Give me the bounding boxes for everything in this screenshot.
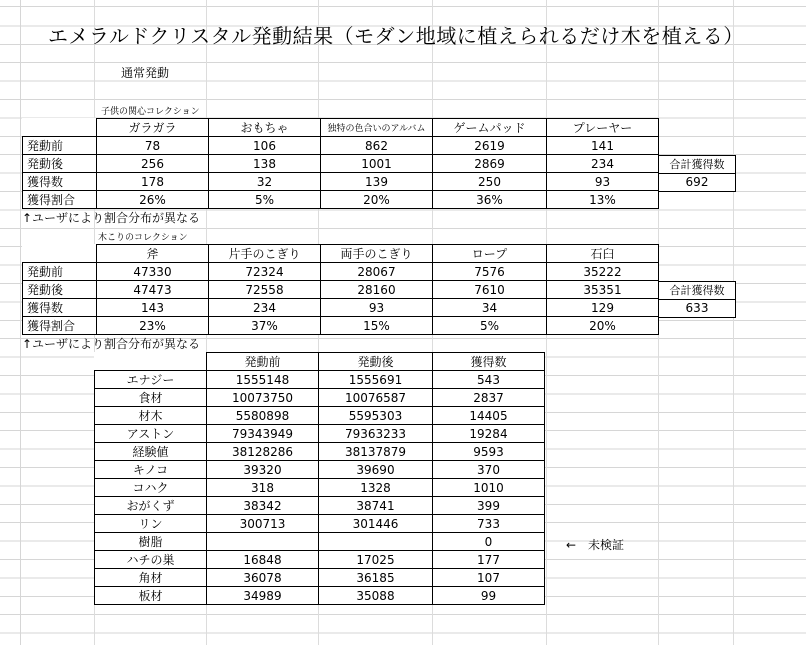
column-header[interactable]: 発動後 [319, 353, 433, 371]
row-label[interactable]: 発動後 [23, 155, 97, 173]
table-row [95, 389, 545, 407]
column-header[interactable]: 斧 [97, 245, 209, 263]
table-cell[interactable]: 106 [209, 137, 321, 155]
table-cell[interactable]: 5580898 [207, 407, 319, 425]
table-cell[interactable]: 23% [97, 317, 209, 335]
column-line [733, 0, 734, 645]
table-row [95, 497, 545, 515]
table-cell[interactable]: 15% [321, 317, 433, 335]
column-header[interactable]: 獲得数 [433, 353, 545, 371]
table-row [95, 407, 545, 425]
row-label[interactable]: 食材 [95, 389, 207, 407]
table-row [95, 479, 545, 497]
corner-cell [23, 245, 97, 263]
table-cell[interactable]: 139 [321, 173, 433, 191]
table-cell[interactable]: 13% [547, 191, 659, 209]
table-cell[interactable]: 234 [547, 155, 659, 173]
row-label[interactable]: 板材 [95, 587, 207, 605]
page-title: エメラルドクリスタル発動結果（モダン地域に植えられるだけ木を植える） [48, 24, 744, 48]
table-cell[interactable]: 35351 [547, 281, 659, 299]
table-cell[interactable]: 14405 [433, 407, 545, 425]
table-cell[interactable]: 79363233 [319, 425, 433, 443]
table-row [23, 173, 659, 191]
distribution-note: ↑ユーザにより割合分布が異なる [22, 337, 201, 351]
table-cell[interactable]: 5% [433, 317, 547, 335]
row-label[interactable]: おがくず [95, 497, 207, 515]
table-cell[interactable]: 9593 [433, 443, 545, 461]
table-cell[interactable]: 37% [209, 317, 321, 335]
table-cell[interactable]: 143 [97, 299, 209, 317]
table-header-row [23, 245, 659, 263]
woodcutter-collection-table [22, 244, 659, 335]
table-cell[interactable]: 177 [433, 551, 545, 569]
table-cell[interactable]: 2837 [433, 389, 545, 407]
table-row [95, 569, 545, 587]
table-cell[interactable]: 78 [97, 137, 209, 155]
row-label[interactable]: 獲得割合 [23, 317, 97, 335]
table-cell[interactable]: 234 [209, 299, 321, 317]
column-header[interactable]: プレーヤー [547, 119, 659, 137]
table-cell[interactable]: 129 [547, 299, 659, 317]
table-cell[interactable]: 34989 [207, 587, 319, 605]
table-cell[interactable]: 7576 [433, 263, 547, 281]
table-cell[interactable]: 28067 [321, 263, 433, 281]
total-acquired-value[interactable]: 633 [658, 299, 736, 318]
table-row [23, 281, 659, 299]
row-label[interactable]: コハク [95, 479, 207, 497]
table-cell[interactable]: 256 [97, 155, 209, 173]
column-header[interactable]: 独特の色合いのアルバム [321, 119, 433, 137]
table-row [95, 461, 545, 479]
table-cell[interactable]: 1001 [321, 155, 433, 173]
table-cell[interactable]: 16848 [207, 551, 319, 569]
table-cell[interactable]: 10073750 [207, 389, 319, 407]
table-cell[interactable]: 47473 [97, 281, 209, 299]
corner-cell [23, 119, 97, 137]
section2-caption: 木こりのコレクション [98, 233, 188, 243]
distribution-note: ↑ユーザにより割合分布が異なる [22, 211, 201, 225]
table-cell[interactable]: 99 [433, 587, 545, 605]
table-cell[interactable]: 141 [547, 137, 659, 155]
table-cell[interactable]: 370 [433, 461, 545, 479]
column-header[interactable]: ガラガラ [97, 119, 209, 137]
table-row [95, 371, 545, 389]
unverified-note: ← 未検証 [566, 538, 625, 552]
row-label[interactable]: 角材 [95, 569, 207, 587]
table-row [23, 191, 659, 209]
row-label[interactable]: キノコ [95, 461, 207, 479]
table-cell[interactable]: 26% [97, 191, 209, 209]
column-header[interactable]: 石臼 [547, 245, 659, 263]
table-header-row [23, 119, 659, 137]
table-cell[interactable]: 733 [433, 515, 545, 533]
table-cell[interactable]: 47330 [97, 263, 209, 281]
corner-cell [95, 353, 207, 371]
total-acquired-label[interactable]: 合計獲得数 [658, 155, 736, 174]
table-cell[interactable]: 1328 [319, 479, 433, 497]
table-row [23, 155, 659, 173]
table-cell[interactable]: 1010 [433, 479, 545, 497]
table-header-row [95, 353, 545, 371]
table-cell[interactable]: 107 [433, 569, 545, 587]
table-cell[interactable]: 2869 [433, 155, 547, 173]
row-label[interactable]: 獲得数 [23, 173, 97, 191]
table-row [23, 263, 659, 281]
table-cell[interactable]: 5% [209, 191, 321, 209]
column-header[interactable]: ゲームパッド [433, 119, 547, 137]
table-cell[interactable]: 38128286 [207, 443, 319, 461]
table-row [95, 443, 545, 461]
table-cell[interactable]: 138 [209, 155, 321, 173]
table-cell[interactable]: 93 [547, 173, 659, 191]
row-label[interactable]: エナジー [95, 371, 207, 389]
row-label[interactable]: 発動前 [23, 263, 97, 281]
row-label[interactable]: 発動前 [23, 137, 97, 155]
table-cell[interactable]: 39690 [319, 461, 433, 479]
table-cell[interactable]: 2619 [433, 137, 547, 155]
table-cell[interactable]: 34 [433, 299, 547, 317]
table-cell[interactable]: 5595303 [319, 407, 433, 425]
column-header[interactable]: 両手のこぎり [321, 245, 433, 263]
row-label[interactable]: 材木 [95, 407, 207, 425]
table-cell[interactable]: 20% [321, 191, 433, 209]
table-cell[interactable]: 19284 [433, 425, 545, 443]
table-cell[interactable]: 28160 [321, 281, 433, 299]
table-cell[interactable]: 79343949 [207, 425, 319, 443]
row-label[interactable]: 樹脂 [95, 533, 207, 551]
table-row [95, 587, 545, 605]
table-cell[interactable]: 7610 [433, 281, 547, 299]
table-cell[interactable]: 543 [433, 371, 545, 389]
table-cell[interactable]: 36185 [319, 569, 433, 587]
normal-activation-label: 通常発動 [121, 66, 170, 80]
row-label[interactable]: 発動後 [23, 281, 97, 299]
table-row [23, 317, 659, 335]
column-header[interactable]: ロープ [433, 245, 547, 263]
row-label[interactable]: 獲得数 [23, 299, 97, 317]
table-cell[interactable]: 1555691 [319, 371, 433, 389]
table-row [95, 515, 545, 533]
table-cell[interactable]: 35088 [319, 587, 433, 605]
table-cell[interactable]: 32 [209, 173, 321, 191]
table-cell[interactable]: 20% [547, 317, 659, 335]
column-header[interactable]: 片手のこぎり [209, 245, 321, 263]
row-label[interactable]: アストン [95, 425, 207, 443]
table-cell[interactable]: 36% [433, 191, 547, 209]
table-row [23, 137, 659, 155]
table-cell[interactable]: 399 [433, 497, 545, 515]
children-collection-table [22, 118, 659, 209]
table-row [23, 299, 659, 317]
row-label[interactable]: ハチの巣 [95, 551, 207, 569]
table-cell[interactable]: 301446 [319, 515, 433, 533]
table-cell[interactable] [319, 533, 433, 551]
table-cell[interactable]: 318 [207, 479, 319, 497]
table-cell[interactable]: 72324 [209, 263, 321, 281]
table-cell[interactable]: 1555148 [207, 371, 319, 389]
table-cell[interactable]: 38741 [319, 497, 433, 515]
resource-table [94, 352, 545, 605]
row-label[interactable]: 経験値 [95, 443, 207, 461]
total-acquired-value[interactable]: 692 [658, 173, 736, 192]
table-cell[interactable]: 39320 [207, 461, 319, 479]
row-label[interactable]: 獲得割合 [23, 191, 97, 209]
row-label[interactable]: リン [95, 515, 207, 533]
table-cell[interactable] [207, 533, 319, 551]
table-cell[interactable]: 35222 [547, 263, 659, 281]
column-header[interactable]: 発動前 [207, 353, 319, 371]
table-row [95, 551, 545, 569]
table-cell[interactable]: 93 [321, 299, 433, 317]
table-cell[interactable]: 36078 [207, 569, 319, 587]
table-cell[interactable]: 72558 [209, 281, 321, 299]
table-cell[interactable]: 300713 [207, 515, 319, 533]
table-row [95, 533, 545, 551]
table-cell[interactable]: 0 [433, 533, 545, 551]
table-cell[interactable]: 38342 [207, 497, 319, 515]
table-cell[interactable]: 10076587 [319, 389, 433, 407]
total-acquired-label[interactable]: 合計獲得数 [658, 281, 736, 300]
table-cell[interactable]: 250 [433, 173, 547, 191]
table-row [95, 425, 545, 443]
section1-caption: 子供の関心コレクション [101, 107, 200, 117]
table-cell[interactable]: 862 [321, 137, 433, 155]
column-header[interactable]: おもちゃ [209, 119, 321, 137]
table-cell[interactable]: 17025 [319, 551, 433, 569]
table-cell[interactable]: 178 [97, 173, 209, 191]
table-cell[interactable]: 38137879 [319, 443, 433, 461]
